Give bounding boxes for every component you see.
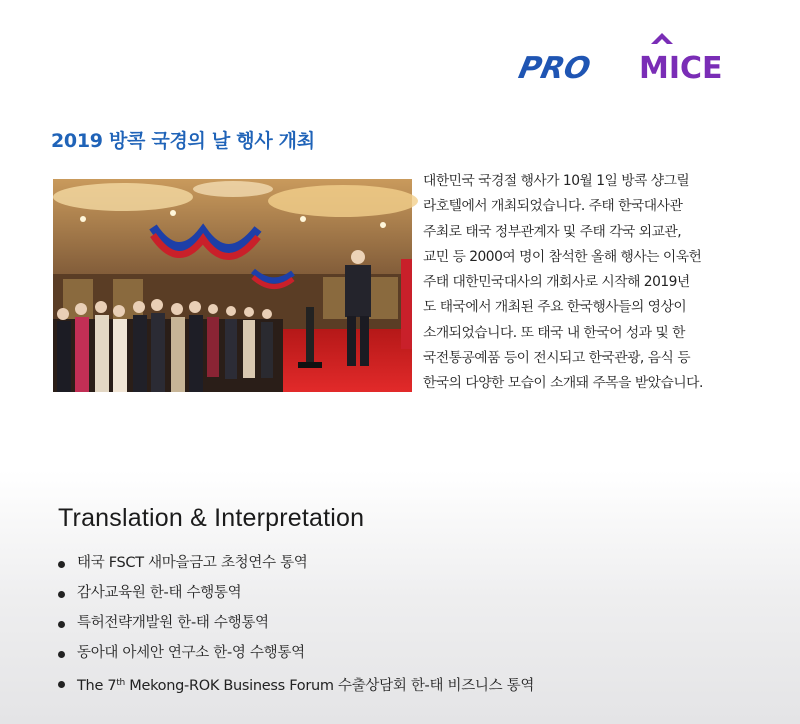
service-item <box>58 548 534 578</box>
service-item <box>58 668 534 698</box>
service-item-text: 특허전략개발원 한-태 수행통역 <box>77 615 269 631</box>
bullet-icon <box>58 621 65 628</box>
service-item <box>58 608 534 638</box>
service-item-text: 동아대 아세안 연구소 한-영 수행통역 <box>77 645 305 661</box>
promice-logo <box>515 32 751 92</box>
service-item-text: 태국 FSCT 새마을금고 초청연수 통역 <box>77 555 308 571</box>
bullet-icon <box>58 681 65 688</box>
event-photo <box>53 179 412 392</box>
bullet-icon <box>58 561 65 568</box>
services-heading: Translation & Interpretation <box>58 504 365 532</box>
article-body-line: 소개되었습니다. 또 태국 내 한국어 성과 및 한 <box>423 324 685 341</box>
service-item-text: 감사교육원 한-태 수행통역 <box>77 585 242 601</box>
service-item-text: The 7 <box>77 678 117 694</box>
article-body-line: 라호텔에서 개최되었습니다. 주태 한국대사관 <box>423 198 683 215</box>
article-body-line: 교민 등 2000여 명이 참석한 올해 행사는 이욱헌 <box>423 248 702 265</box>
service-item-text-rest: Mekong-ROK Business Forum 수출상담회 한-태 비즈니스 통역 <box>124 678 535 694</box>
article-body-line: 도 태국에서 개최된 주요 한국행사들의 영상이 <box>423 299 687 316</box>
article-body <box>423 169 753 397</box>
article-body-line: 주최로 태국 정부관계자 및 주태 각국 외교관, <box>423 223 682 240</box>
logo-text-mice: MICE <box>639 51 723 86</box>
article-body-line: 국전통공예품 등이 전시되고 한국관광, 음식 등 <box>423 350 691 367</box>
logo-accent-icon <box>651 33 673 44</box>
article-body-line: 주태 대한민국대사의 개회사로 시작해 2019년 <box>423 274 690 291</box>
service-item <box>58 638 534 668</box>
article-title: 2019 방콕 국경의 날 행사 개최 <box>51 130 315 152</box>
logo-text-pro: PRO <box>515 51 594 86</box>
article-body-line: 한국의 다양한 모습이 소개돼 주목을 받았습니다. <box>423 375 703 392</box>
services-list <box>58 548 534 698</box>
article-body-line: 대한민국 국경절 행사가 10월 1일 방콕 샹그릴 <box>423 173 690 189</box>
ordinal-suffix: th <box>116 678 125 688</box>
service-item <box>58 578 534 608</box>
bullet-icon <box>58 651 65 658</box>
bullet-icon <box>58 591 65 598</box>
